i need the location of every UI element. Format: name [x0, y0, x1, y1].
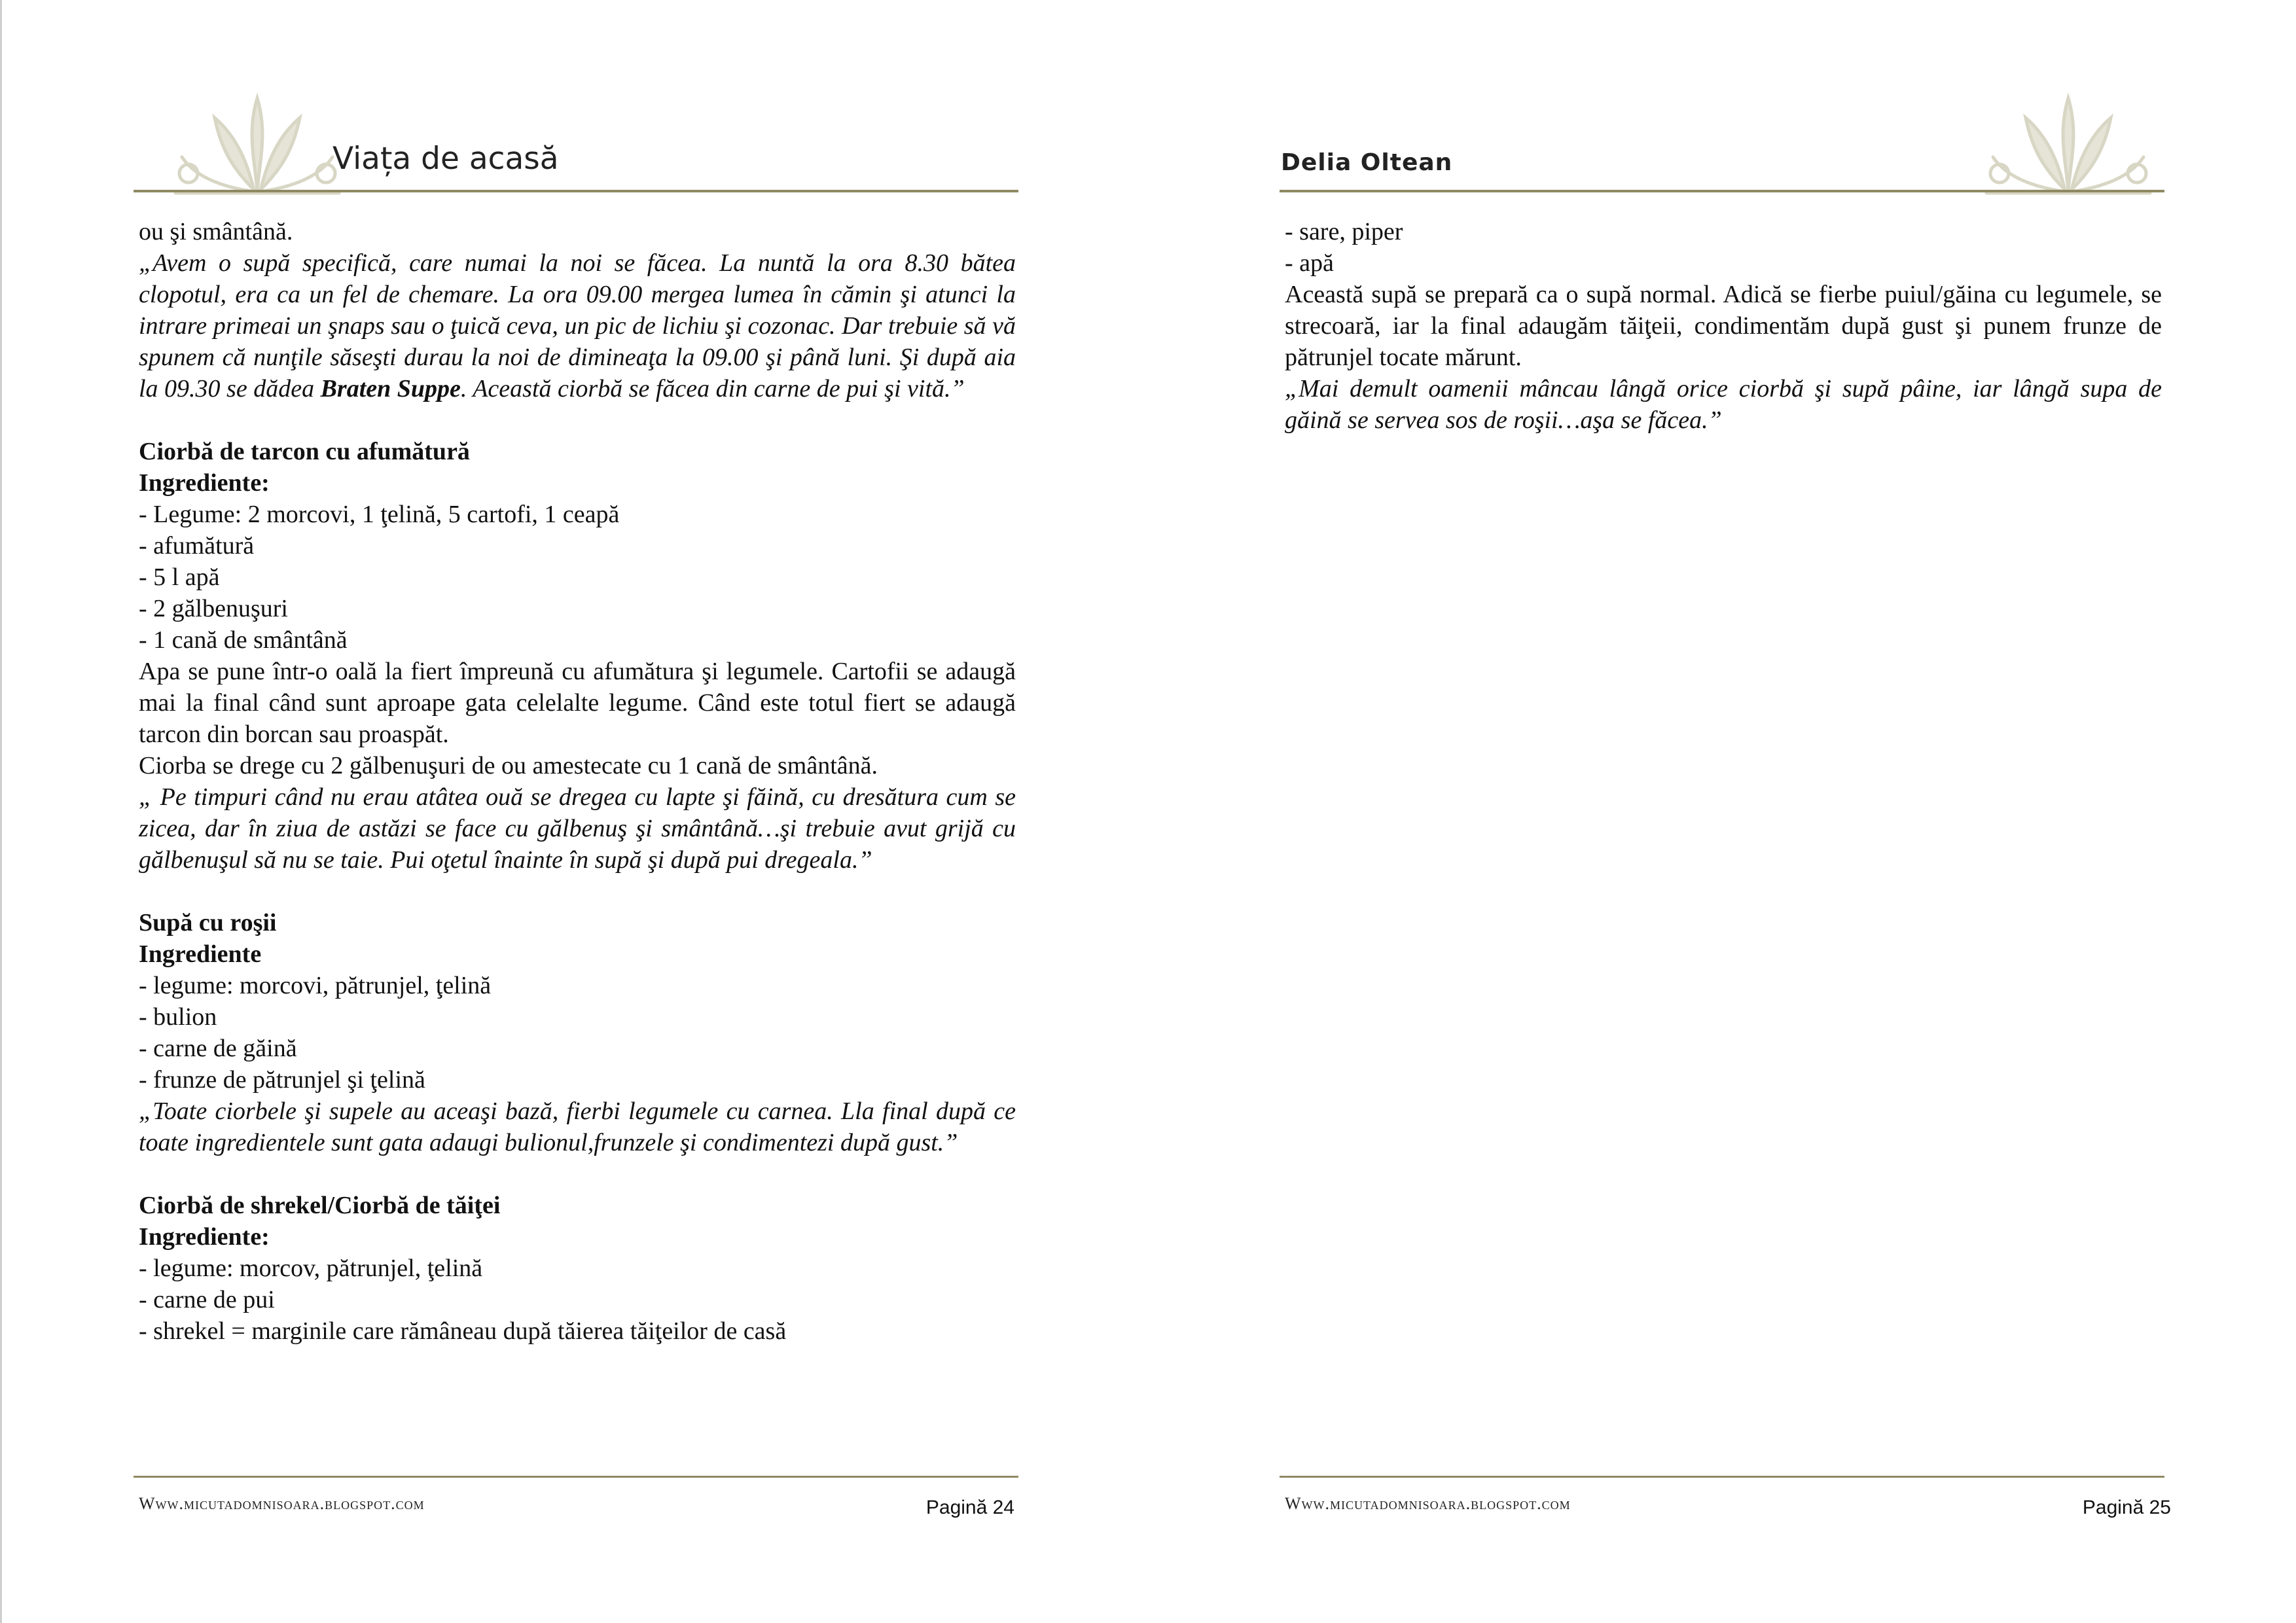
paragraph: ou şi smântână. [139, 218, 293, 245]
list-item: - 1 cană de smântână [139, 626, 348, 654]
list-item: - legume: morcovi, pătrunjel, ţelină [139, 972, 492, 999]
paragraph: Apa se pune într-o oală la fiert împreună cu afumătura şi legumele. Cartofii se adaugă mai la final când sunt aproape gata celelalte legume. Când este totul fiert se adaugă tarcon din borcan sau proaspăt. [139, 658, 1016, 748]
list-item: - bulion [139, 1003, 217, 1031]
ingredients-heading: Ingrediente: [139, 469, 270, 497]
footer-rule [134, 1476, 1018, 1478]
footer-url: Www.micutadomnisoara.blogspot.com [139, 1494, 425, 1513]
footer-rule [1280, 1476, 2164, 1478]
ingredients-heading: Ingrediente: [139, 1223, 270, 1251]
recipe-title: Ciorbă de shrekel/Ciorbă de tăiţei [139, 1192, 501, 1219]
leaf-ornament-icon [1980, 92, 2157, 196]
right-page-body [1285, 216, 2162, 436]
list-item: - Legume: 2 morcovi, 1 ţelină, 5 cartofi, 1 ceapă [139, 501, 620, 528]
quote-braten-suppe: „Avem o supă specifică, care numai la noi se făcea. La nuntă la ora 8.30 bătea clopotul, era ca un fel de chemare. La ora 09.00 mergea lumea în cămin şi atunci la intrare primeai un şnaps sau o ţuică ceva, un pic de lichiu şi cozonac. Dar trebuie să vă spunem că nunţile săseşti durau la noi de dimineaţa la 09.00 şi până luni. Şi după aia la 09.30 se dădea Braten Suppe. Această ciorbă se făcea din carne de pui şi vită.” [139, 249, 1016, 402]
list-item: - sare, piper [1285, 218, 1403, 245]
ingredients-heading: Ingrediente [139, 940, 262, 968]
recipe-title: Ciorbă de tarcon cu afumătură [139, 438, 470, 465]
header-rule [134, 190, 1018, 192]
paragraph: Această supă se prepară ca o supă normal. Adică se fierbe puiul/găina cu legumele, se strecoară, iar la final adaugăm tăiţeii, condimentăm după gust şi punem frunze de pătrunjel tocate mărunt. [1285, 281, 2162, 371]
quote: „ Pe timpuri când nu erau atâtea ouă se dregea cu lapte şi făină, cu dresătura cum se zicea, dar în ziua de astăzi se face cu gălbenuş şi smântână…şi trebuie avut grijă cu gălbenuşul să nu se taie. Pui oţetul înainte în supă şi după pui dregeala.” [139, 783, 1016, 874]
recipe-title: Supă cu roşii [139, 909, 277, 936]
page-number: Pagină 25 [2082, 1497, 2171, 1518]
left-page-body [139, 216, 1016, 1347]
leaf-ornament-icon [169, 92, 346, 196]
page-edge [0, 0, 2, 1623]
list-item: - apă [1285, 249, 1334, 277]
running-header-title: Viața de acasă [332, 141, 559, 177]
left-page [58, 0, 1118, 1623]
list-item: - shrekel = marginile care rămâneau după tăierea tăiţeilor de casă [139, 1317, 787, 1345]
right-page [1214, 0, 2274, 1623]
list-item: - afumătură [139, 532, 255, 560]
list-item: - carne de pui [139, 1286, 275, 1313]
list-item: - carne de găină [139, 1035, 297, 1062]
quote: „Toate ciorbele şi supele au aceaşi bază, fierbi legumele cu carnea. Lla final după ce toate ingredientele sunt gata adaugi bulionul,frunzele şi condimentezi după gust.” [139, 1097, 1016, 1156]
list-item: - 5 l apă [139, 563, 220, 591]
list-item: - legume: morcov, pătrunjel, ţelină [139, 1255, 483, 1282]
header-rule [1280, 190, 2164, 192]
list-item: - frunze de pătrunjel şi ţelină [139, 1066, 425, 1094]
running-header-author: Delia Oltean [1281, 149, 1453, 176]
paragraph: Ciorba se drege cu 2 gălbenuşuri de ou amestecate cu 1 cană de smântână. [139, 752, 878, 779]
dish-name: Braten Suppe [320, 375, 461, 402]
list-item: - 2 gălbenuşuri [139, 595, 288, 622]
page-number: Pagină 24 [925, 1497, 1014, 1518]
footer-url: Www.micutadomnisoara.blogspot.com [1285, 1494, 1571, 1513]
quote: „Mai demult oamenii mâncau lângă orice ciorbă şi supă pâine, iar lângă supa de găină se servea sos de roşii…aşa se făcea.” [1285, 375, 2162, 434]
